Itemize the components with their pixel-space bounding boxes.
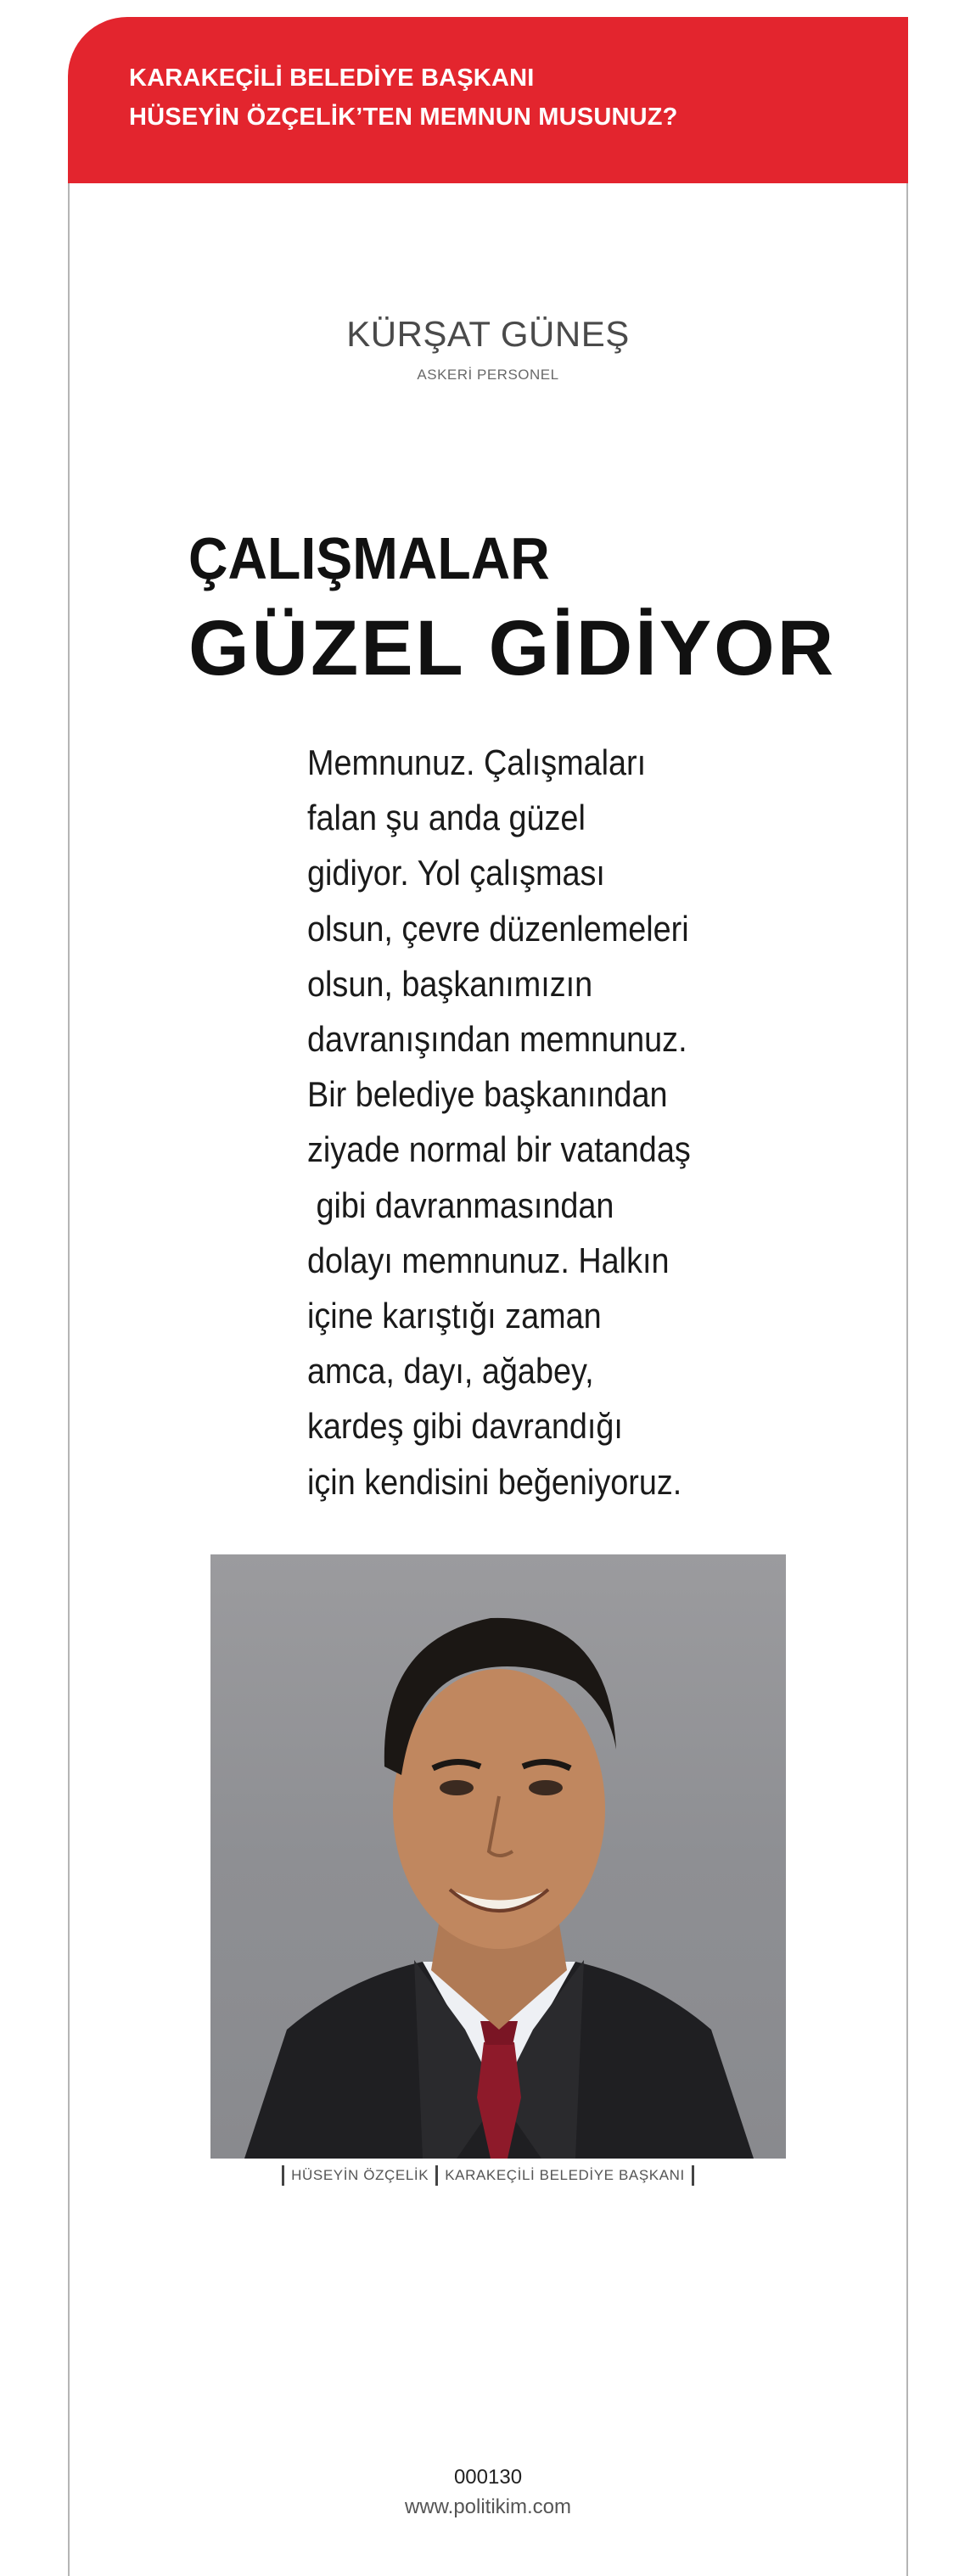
body-line: gibi davranmasından [307, 1184, 614, 1225]
body-line: olsun, başkanımızın [307, 963, 593, 1004]
banner-title-line-2: HÜSEYİN ÖZÇELİK’TEN MEMNUN MUSUNUZ? [129, 104, 678, 131]
body-line: davranışından memnunuz. [307, 1019, 687, 1060]
banner-title-line-1: KARAKEÇİLİ BELEDİYE BAŞKANI [129, 64, 535, 92]
body-line: için kendisini beğeniyoruz. [307, 1461, 682, 1502]
body-line: olsun, çevre düzenlemeleri [307, 908, 689, 949]
body-line: dolayı memnunuz. Halkın [307, 1240, 670, 1280]
portrait-photo-icon [210, 1554, 786, 2159]
body-line: gidiyor. Yol çalışması [307, 853, 605, 893]
body-line: Bir belediye başkanından [307, 1074, 668, 1115]
left-border-rule [68, 183, 70, 2576]
author-name: KÜRŞAT GÜNEŞ [346, 314, 630, 354]
body-line: kardeş gibi davrandığı [307, 1406, 623, 1447]
body-line: Memnunuz. Çalışmaları [307, 742, 647, 782]
caption-title: KARAKEÇİLİ BELEDİYE BAŞKANI [445, 2167, 685, 2183]
portrait-photo [210, 1554, 786, 2159]
interview-answer-text [307, 735, 782, 1509]
footer-url: www.politikim.com [404, 2495, 572, 2518]
right-border-rule [906, 183, 908, 2576]
body-line: amca, dayı, ağabey, [307, 1351, 594, 1392]
headline-line-2: GÜZEL GİDİYOR [188, 605, 837, 692]
caption-divider [435, 2165, 438, 2186]
header-banner [68, 17, 908, 183]
caption-divider [692, 2165, 694, 2186]
body-line: falan şu anda güzel [307, 798, 586, 838]
photo-caption [0, 2165, 976, 2186]
body-line: ziyade normal bir vatandaş [307, 1129, 691, 1170]
author-role: ASKERİ PERSONEL [417, 367, 559, 383]
body-line: içine karıştığı zaman [307, 1296, 602, 1336]
headline-line-1: ÇALIŞMALAR [188, 525, 550, 591]
caption-divider [282, 2165, 284, 2186]
footer-code: 000130 [453, 2466, 523, 2489]
caption-name: HÜSEYİN ÖZÇELİK [291, 2167, 429, 2183]
